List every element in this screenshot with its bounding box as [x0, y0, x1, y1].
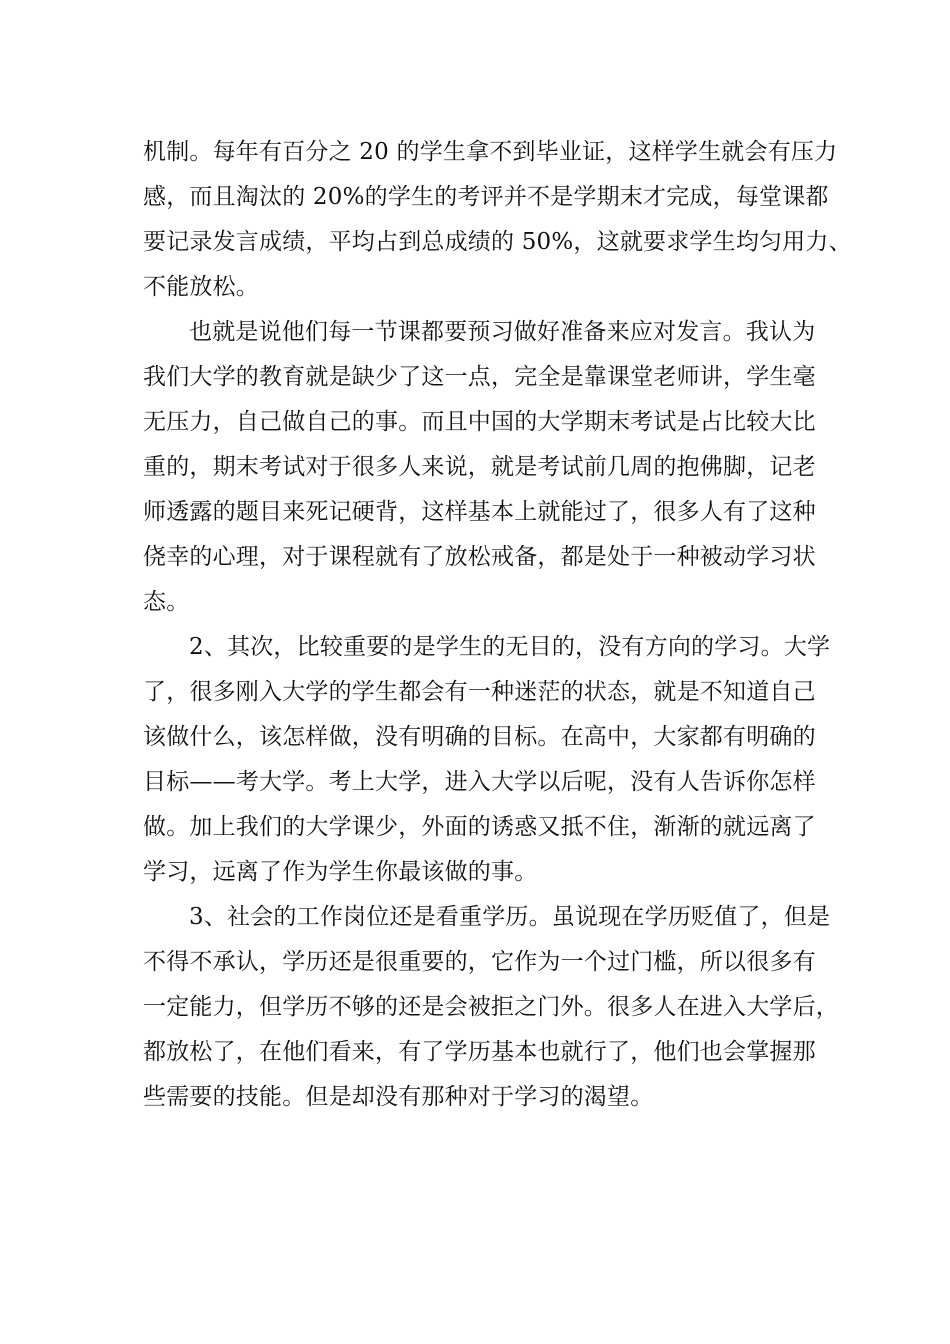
- text-line: 学习，远离了作为学生你最该做的事。: [143, 859, 538, 885]
- text-line: 师透露的题目来死记硬背，这样基本上就能过了，很多人有了这种: [143, 499, 816, 525]
- paragraph-2: [143, 310, 816, 625]
- text-line: 我们大学的教育就是缺少了这一点，完全是靠课堂老师讲，学生毫: [143, 364, 816, 390]
- text-line: 无压力，自己做自己的事。而且中国的大学期末考试是占比较大比: [143, 409, 816, 435]
- text-line: 感，而且淘汰的 20%的学生的考评并不是学期末才完成，每堂课都: [143, 184, 829, 210]
- text-line: 重的，期末考试对于很多人来说，就是考试前几周的抱佛脚，记老: [143, 454, 816, 480]
- text-line: 不得不承认，学历还是很重要的，它作为一个过门槛，所以很多有: [143, 949, 816, 975]
- text-line: 要记录发言成绩，平均占到总成绩的 50%，这就要求学生均匀用力、: [143, 229, 852, 255]
- text-line: 2、其次，比较重要的是学生的无目的，没有方向的学习。大学: [189, 634, 831, 660]
- text-line: 不能放松。: [143, 274, 259, 300]
- text-line: 都放松了，在他们看来，有了学历基本也就行了，他们也会掌握那: [143, 1039, 816, 1065]
- text-line: 3、社会的工作岗位还是看重学历。虽说现在学历贬值了，但是: [189, 904, 831, 930]
- text-line: 态。: [143, 589, 190, 615]
- text-line: 目标——考大学。考上大学，进入大学以后呢，没有人告诉你怎样: [143, 769, 816, 795]
- text-line: 侥幸的心理，对于课程就有了放松戒备，都是处于一种被动学习状: [143, 544, 816, 570]
- document-body: [143, 130, 852, 1120]
- text-line: 些需要的技能。但是却没有那种对于学习的渴望。: [143, 1084, 654, 1110]
- text-line: 机制。每年有百分之 20 的学生拿不到毕业证，这样学生就会有压力: [143, 139, 838, 165]
- text-line: 也就是说他们每一节课都要预习做好准备来应对发言。我认为: [189, 319, 816, 345]
- text-line: 一定能力，但学历不够的还是会被拒之门外。很多人在进入大学后，: [143, 994, 839, 1020]
- text-line: 了，很多刚入大学的学生都会有一种迷茫的状态，就是不知道自己: [143, 679, 816, 705]
- paragraph-1: [143, 130, 852, 310]
- text-line: 做。加上我们的大学课少，外面的诱惑又抵不住，渐渐的就远离了: [143, 814, 816, 840]
- paragraph-3: [143, 625, 831, 895]
- paragraph-4: [143, 895, 839, 1120]
- text-line: 该做什么，该怎样做，没有明确的目标。在高中，大家都有明确的: [143, 724, 816, 750]
